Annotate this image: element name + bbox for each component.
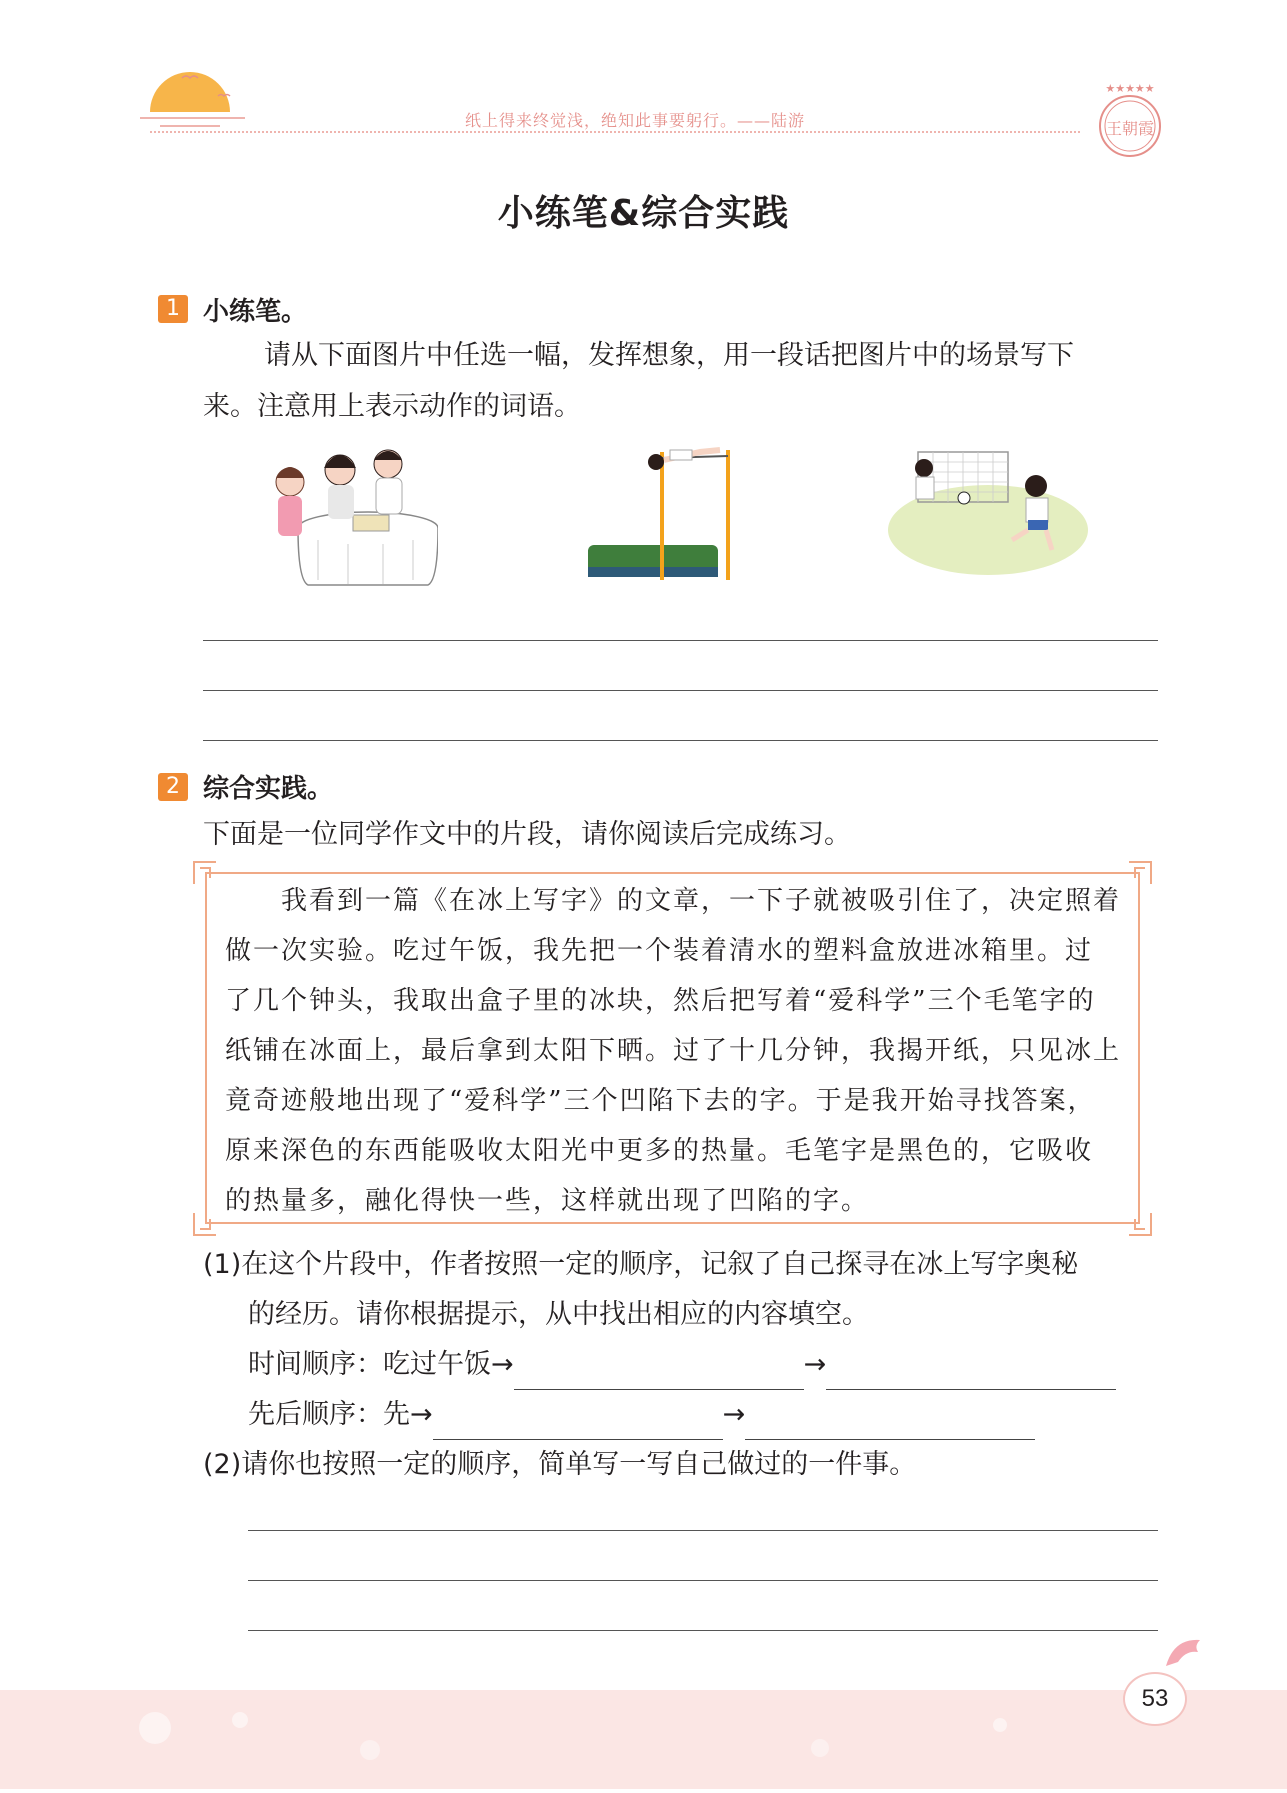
passage-line: 我看到一篇《在冰上写字》的文章，一下子就被吸引住了，决定照着	[281, 886, 1122, 916]
passage-line: 竟奇迹般地出现了“爱科学”三个凹陷下去的字。于是我开始寻找答案，	[225, 1086, 1096, 1116]
question-2-number: 2	[158, 773, 188, 801]
arrow-text: →	[803, 1349, 827, 1380]
question-1-prompt-line1: 请从下面图片中任选一幅，发挥想象，用一段话把图片中的场景写下	[264, 340, 1074, 371]
sequence-order-row	[248, 1390, 1035, 1440]
subquestion-1-line2: 的经历。请你根据提示，从中找出相应的内容填空。	[248, 1299, 869, 1330]
time-order-blank-2[interactable]	[826, 1355, 1116, 1390]
writing-line[interactable]	[248, 1530, 1158, 1531]
passage-line: 了几个钟头，我取出盒子里的冰块，然后把写着“爱科学”三个毛笔字的	[225, 986, 1096, 1016]
corner-ornament-icon	[192, 1211, 218, 1237]
svg-text:王朝霞: 王朝霞	[1105, 119, 1155, 138]
subquestion-1-line1: (1)在这个片段中，作者按照一定的顺序，记叙了自己探寻在冰上写字奥秘	[203, 1249, 1079, 1280]
question-1-title: 小练笔。	[203, 297, 308, 327]
passage-text	[225, 876, 1125, 1226]
corner-ornament-icon	[1127, 1211, 1153, 1237]
corner-ornament-icon	[1127, 860, 1153, 886]
writing-line[interactable]	[203, 690, 1158, 691]
passage-line: 的热量多，融化得快一些，这样就出现了凹陷的字。	[225, 1186, 870, 1216]
question-1-number: 1	[158, 295, 188, 323]
children-at-table-illustration	[268, 440, 438, 590]
high-jump-illustration	[580, 440, 730, 585]
header-motto: 纸上得来终觉浅，绝知此事要躬行。——陆游	[465, 111, 806, 130]
question-1-prompt-line2: 来。注意用上表示动作的词语。	[203, 391, 581, 422]
passage-line: 做一次实验。吃过午饭，我先把一个装着清水的塑料盒放进冰箱里。过	[225, 936, 1094, 966]
time-order-label: 时间顺序：吃过午饭→	[248, 1349, 514, 1380]
time-order-blank-1[interactable]	[514, 1355, 804, 1390]
footer-band	[0, 1690, 1287, 1789]
writing-line[interactable]	[203, 740, 1158, 741]
time-order-row	[248, 1340, 1116, 1390]
brand-stamp-logo	[1090, 78, 1170, 168]
subquestion-2: (2)请你也按照一定的顺序，简单写一写自己做过的一件事。	[203, 1449, 917, 1480]
sequence-order-blank-2[interactable]	[745, 1405, 1035, 1440]
header-divider	[150, 131, 1080, 133]
page-title: 小练笔&综合实践	[497, 193, 790, 234]
passage-line: 纸铺在冰面上，最后拿到太阳下晒。过了十几分钟，我揭开纸，只见冰上	[225, 1036, 1122, 1066]
sequence-order-label: 先后顺序：先→	[248, 1399, 433, 1430]
svg-text:★★★★★: ★★★★★	[1105, 82, 1155, 95]
page-number: 53	[1123, 1672, 1187, 1726]
writing-line[interactable]	[248, 1580, 1158, 1581]
writing-line[interactable]	[203, 640, 1158, 641]
football-illustration	[888, 448, 1093, 578]
sequence-order-blank-1[interactable]	[433, 1405, 723, 1440]
corner-ornament-icon	[192, 860, 218, 886]
question-2-title: 综合实践。	[203, 774, 334, 804]
sunset-icon	[140, 60, 250, 140]
dolphin-icon	[1160, 1630, 1210, 1680]
question-2-intro: 下面是一位同学作文中的片段，请你阅读后完成练习。	[203, 819, 851, 850]
writing-line[interactable]	[248, 1630, 1158, 1631]
passage-line: 原来深色的东西能吸收太阳光中更多的热量。毛笔字是黑色的，它吸收	[225, 1136, 1094, 1166]
arrow-text: →	[722, 1399, 746, 1430]
